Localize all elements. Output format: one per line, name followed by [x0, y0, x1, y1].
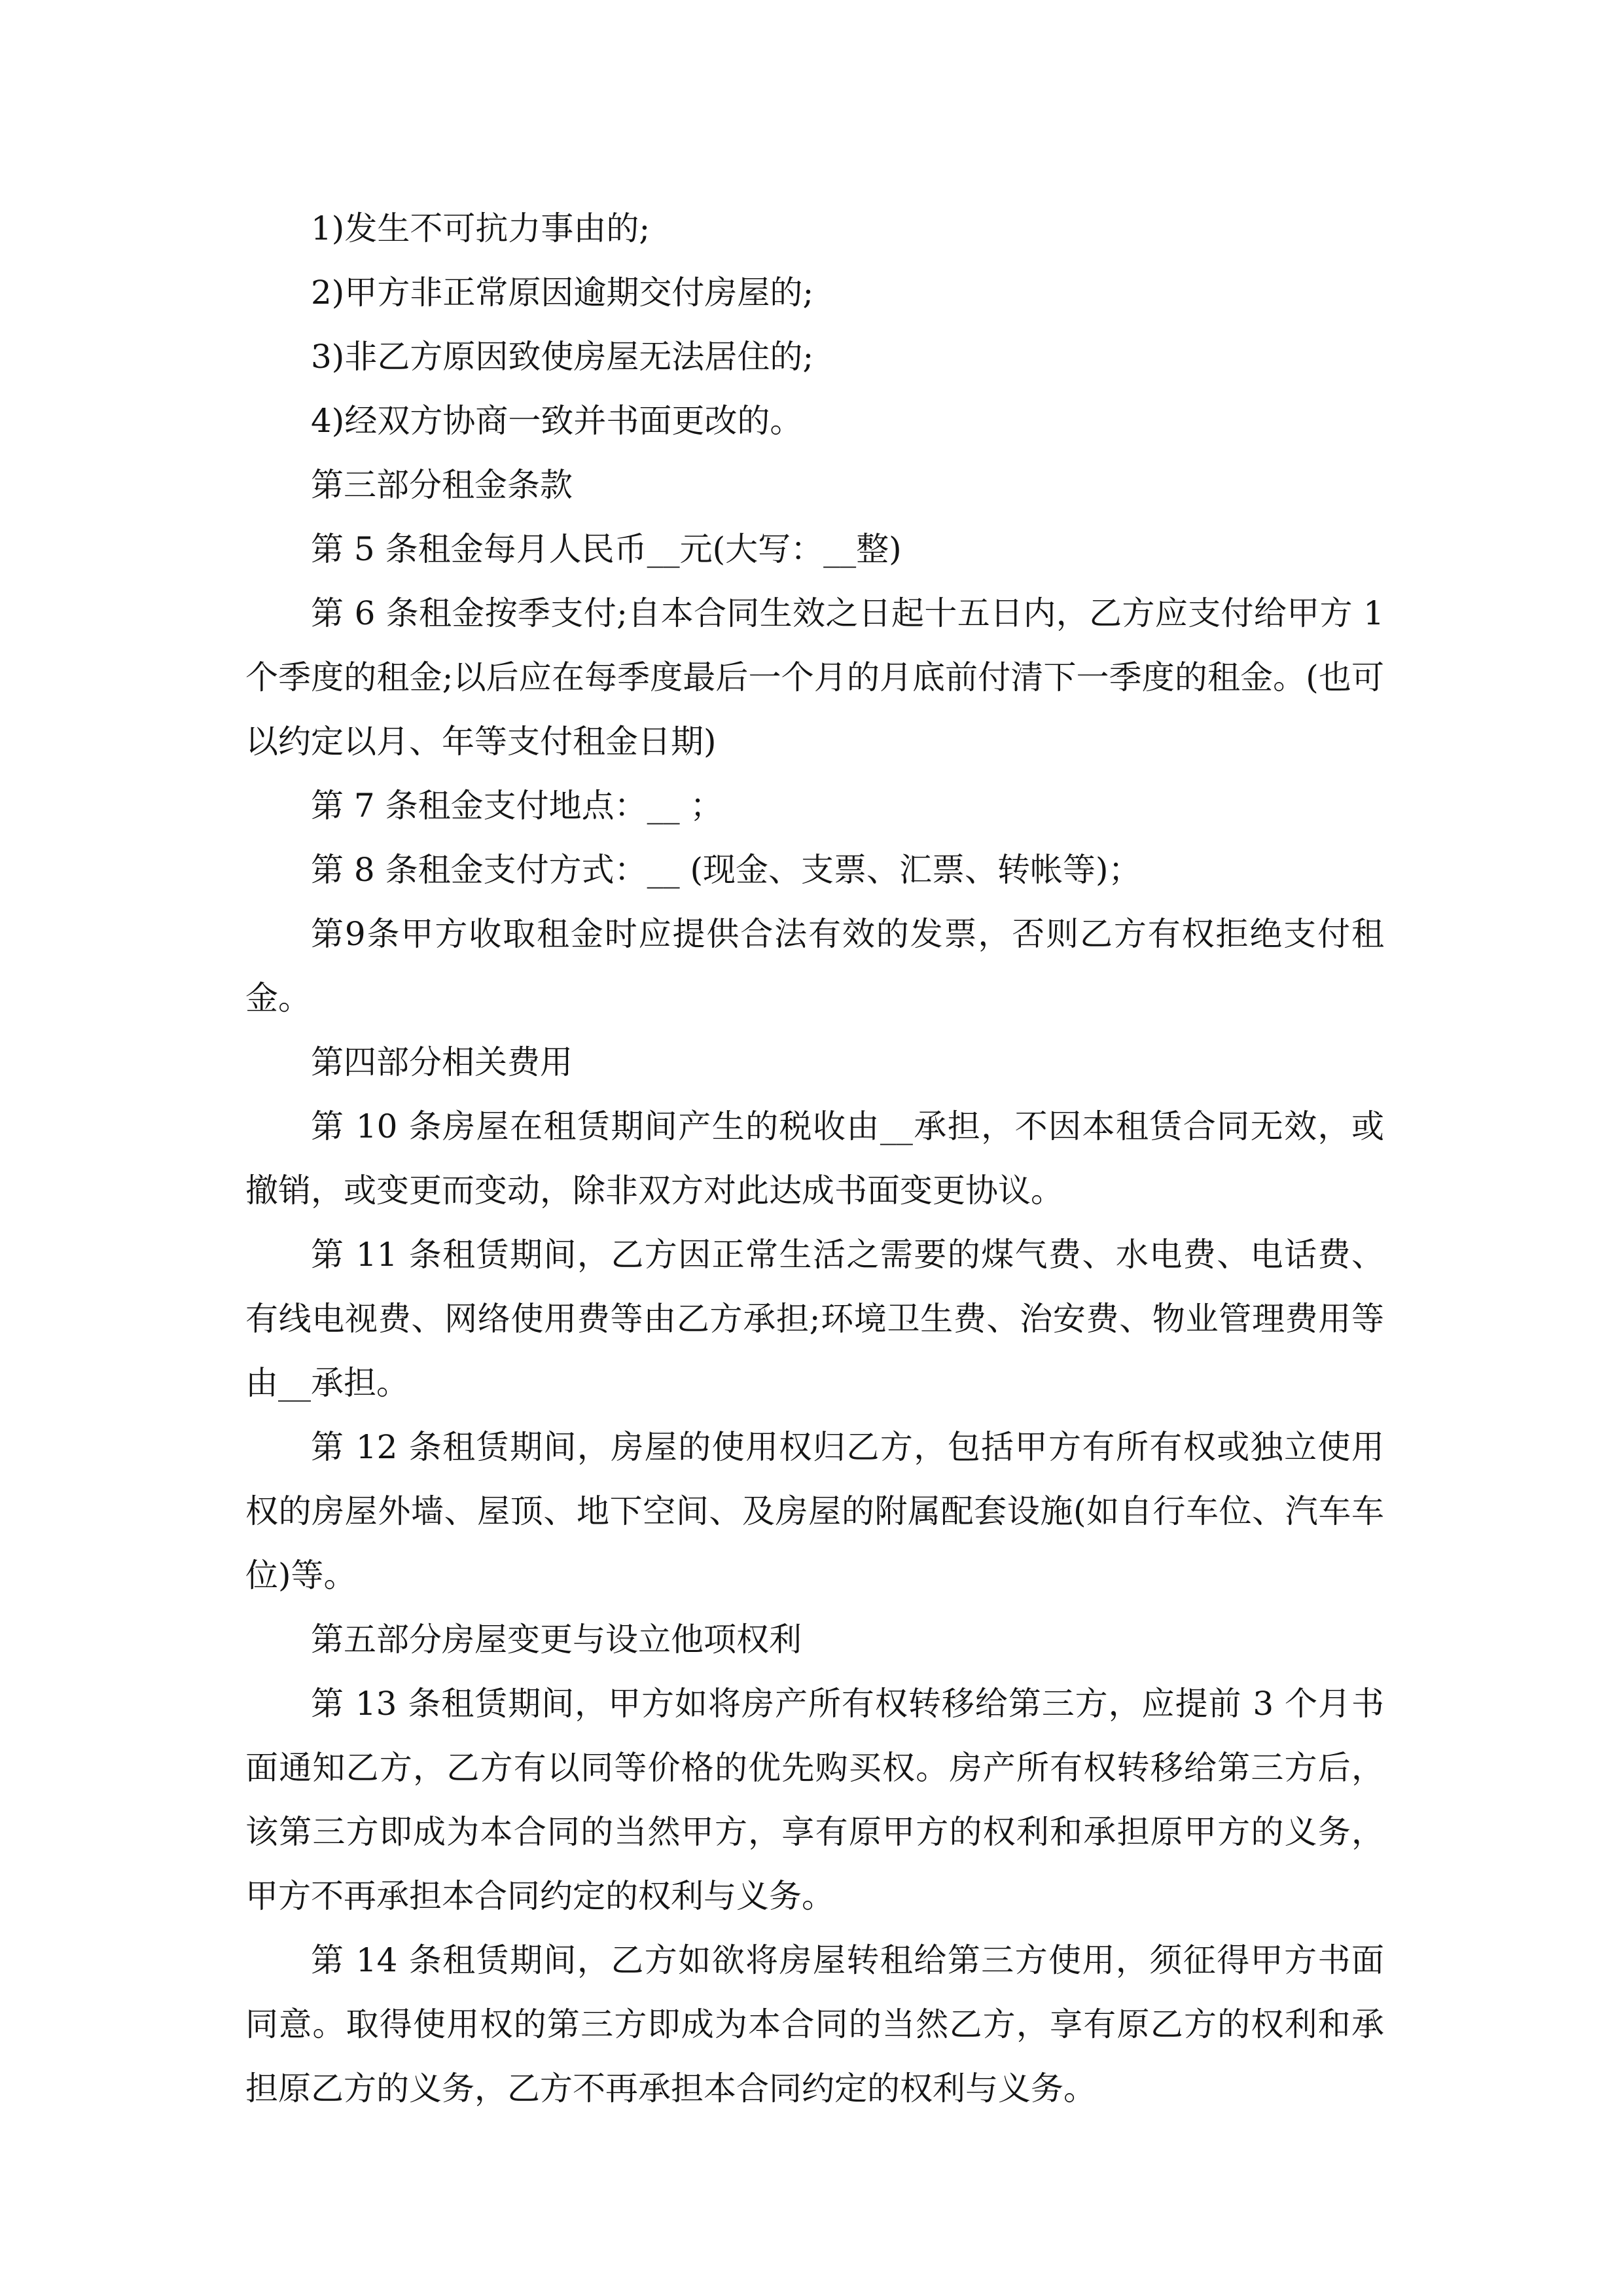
paragraph: 3)非乙方原因致使房屋无法居住的;	[311, 338, 814, 376]
section-heading: 第四部分相关费用	[311, 1043, 573, 1081]
section-heading: 第三部分租金条款	[311, 466, 573, 504]
paragraph: 1)发生不可抗力事由的;	[311, 209, 651, 247]
paragraph: 第 11 条租赁期间，乙方因正常生活之需要的煤气费、水电费、电话费、有线电视费、网络使用费等由乙方承担;环境卫生费、治安费、物业管理费用等由__承担。	[245, 1236, 1384, 1402]
paragraph: 第9条甲方收取租金时应提供合法有效的发票，否则乙方有权拒绝支付租金。	[245, 915, 1384, 1017]
paragraph: 第 12 条租赁期间，房屋的使用权归乙方，包括甲方有所有权或独立使用权的房屋外墙、屋顶、地下空间、及房屋的附属配套设施(如自行车位、汽车车位)等。	[245, 1428, 1384, 1594]
paragraph: 4)经双方协商一致并书面更改的。	[311, 402, 803, 440]
paragraph: 第 14 条租赁期间，乙方如欲将房屋转租给第三方使用，须征得甲方书面同意。取得使用权的第三方即成为本合同的当然乙方，享有原乙方的权利和承担原乙方的义务，乙方不再承担本合同约定的权利与义务。	[245, 1941, 1384, 2108]
document-body	[245, 196, 1395, 2121]
paragraph: 第 7 条租金支付地点：__ ；	[311, 787, 723, 825]
paragraph: 第 13 条租赁期间，甲方如将房产所有权转移给第三方，应提前 3 个月书面通知乙方，乙方有以同等价格的优先购买权。房产所有权转移给第三方后，该第三方即成为本合同的当然甲方，享有原甲方的权利和承担原甲方的义务，甲方不再承担本合同约定的权利与义务。	[245, 1685, 1384, 1915]
paragraph: 2)甲方非正常原因逾期交付房屋的;	[311, 274, 814, 312]
paragraph: 第 10 条房屋在租赁期间产生的税收由__承担，不因本租赁合同无效，或撤销，或变更而变动，除非双方对此达成书面变更协议。	[245, 1107, 1384, 1210]
section-heading: 第五部分房屋变更与设立他项权利	[311, 1621, 802, 1659]
paragraph: 第 8 条租金支付方式：__ (现金、支票、汇票、转帐等)；	[311, 851, 1141, 889]
paragraph: 第 5 条租金每月人民币__元(大写：__整)	[311, 530, 902, 568]
paragraph: 第 6 条租金按季支付;自本合同生效之日起十五日内，乙方应支付给甲方 1 个季度的租金;以后应在每季度最后一个月的月底前付清下一季度的租金。(也可以约定以月、年等支付租金日期)	[245, 594, 1395, 761]
